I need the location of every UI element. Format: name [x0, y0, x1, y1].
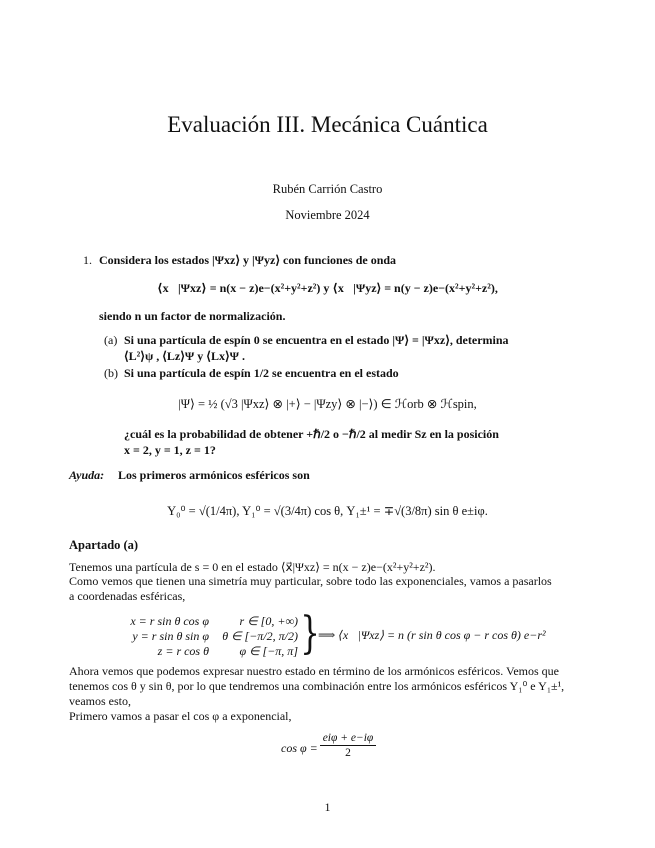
normalization-text: siendo n un factor de normalización.: [99, 309, 286, 323]
hint-label: Ayuda:: [69, 468, 105, 482]
hint-text: Los primeros armónicos esféricos son: [118, 468, 310, 482]
section-paragraph-2: Como vemos que tienen una simetría muy particular, sobre todo las exponenciales, vamos a pasarlos: [69, 574, 552, 588]
part-a-expectations: ⟨L²⟩ψ , ⟨Lz⟩Ψ y ⟨Lx⟩Ψ .: [124, 349, 245, 363]
part-b-text: Si una partícula de espín 1/2 se encuentra en el estado: [124, 366, 399, 380]
section-heading: Apartado (a): [69, 538, 139, 552]
cos-equation-lhs: cos φ =: [281, 741, 318, 755]
section-paragraph-5: tenemos cos θ y sin θ, por lo que tendremos una combinación entre los armónicos esféricos Y₁⁰ e Y₁±¹,: [69, 679, 565, 693]
part-b-label: (b): [104, 366, 118, 380]
problem-statement: Considera los estados |Ψxz⟩ y |Ψyz⟩ con funciones de onda: [99, 253, 397, 267]
section-paragraph-4: Ahora vemos que podemos expresar nuestro estado en término de los armónicos esféricos. Vemos que: [69, 664, 559, 678]
right-brace: }: [300, 608, 320, 659]
fraction-numerator: eiφ + e−iφ: [320, 732, 376, 746]
part-b-position: x = 2, y = 1, z = 1?: [124, 443, 216, 457]
section-paragraph-6: veamos esto,: [69, 694, 131, 708]
page-number: 1: [324, 800, 331, 814]
author-name: Rubén Carrión Castro: [272, 182, 383, 196]
section-paragraph-3: a coordenadas esféricas,: [69, 589, 186, 603]
document-title: Evaluación III. Mecánica Cuántica: [167, 112, 488, 137]
fraction-denominator: 2: [345, 747, 351, 759]
wave-function-equation: ⟨x⃗|Ψxz⟩ = n(x − z)e−(x²+y²+z²) y ⟨x⃗|Ψyz⟩ = n(y − z)e−(x²+y²+z²),: [157, 281, 498, 295]
range-phi: φ ∈ [−π, π]: [239, 644, 298, 658]
part-a-label: (a): [104, 333, 118, 347]
part-b-question: ¿cuál es la probabilidad de obtener +ℏ/2 o −ℏ/2 al medir Sz en la posición: [124, 427, 499, 441]
range-theta: θ ∈ [−π/2, π/2): [222, 629, 298, 643]
range-r: r ∈ [0, +∞): [239, 614, 298, 628]
coords-left-block: [117, 614, 209, 659]
part-a-text: Si una partícula de espín 0 se encuentra en el estado |Ψ⟩ = |Ψxz⟩, determina: [124, 333, 509, 347]
coord-y: y = r sin θ sin φ: [132, 629, 209, 643]
coord-z: z = r cos θ: [157, 644, 209, 658]
problem-number: 1.: [83, 253, 92, 267]
section-paragraph-1: Tenemos una partícula de s = 0 en el estado ⟨x⃗|Ψxz⟩ = n(x − z)e−(x²+y²+z²).: [69, 560, 436, 574]
cos-equation-fraction: [320, 732, 376, 759]
document-date: Noviembre 2024: [285, 208, 370, 222]
coords-result: ⟹ ⟨x⃗|Ψxz⟩ = n (r sin θ cos φ − r cos θ) e−r²: [318, 628, 546, 642]
spherical-harmonics-equation: Y₀⁰ = √(1/4π), Y₁⁰ = √(3/4π) cos θ, Y₁±¹ = ∓√(3/8π) sin θ e±iφ.: [167, 504, 488, 518]
part-b-state-equation: |Ψ⟩ = ½ (√3 |Ψxz⟩ ⊗ |+⟩ − |Ψzy⟩ ⊗ |−⟩) ∈ ℋorb ⊗ ℋspin,: [178, 397, 477, 411]
coord-x: x = r sin θ cos φ: [130, 614, 209, 628]
coords-right-block: [212, 614, 298, 659]
section-paragraph-7: Primero vamos a pasar el cos φ a exponencial,: [69, 709, 292, 723]
